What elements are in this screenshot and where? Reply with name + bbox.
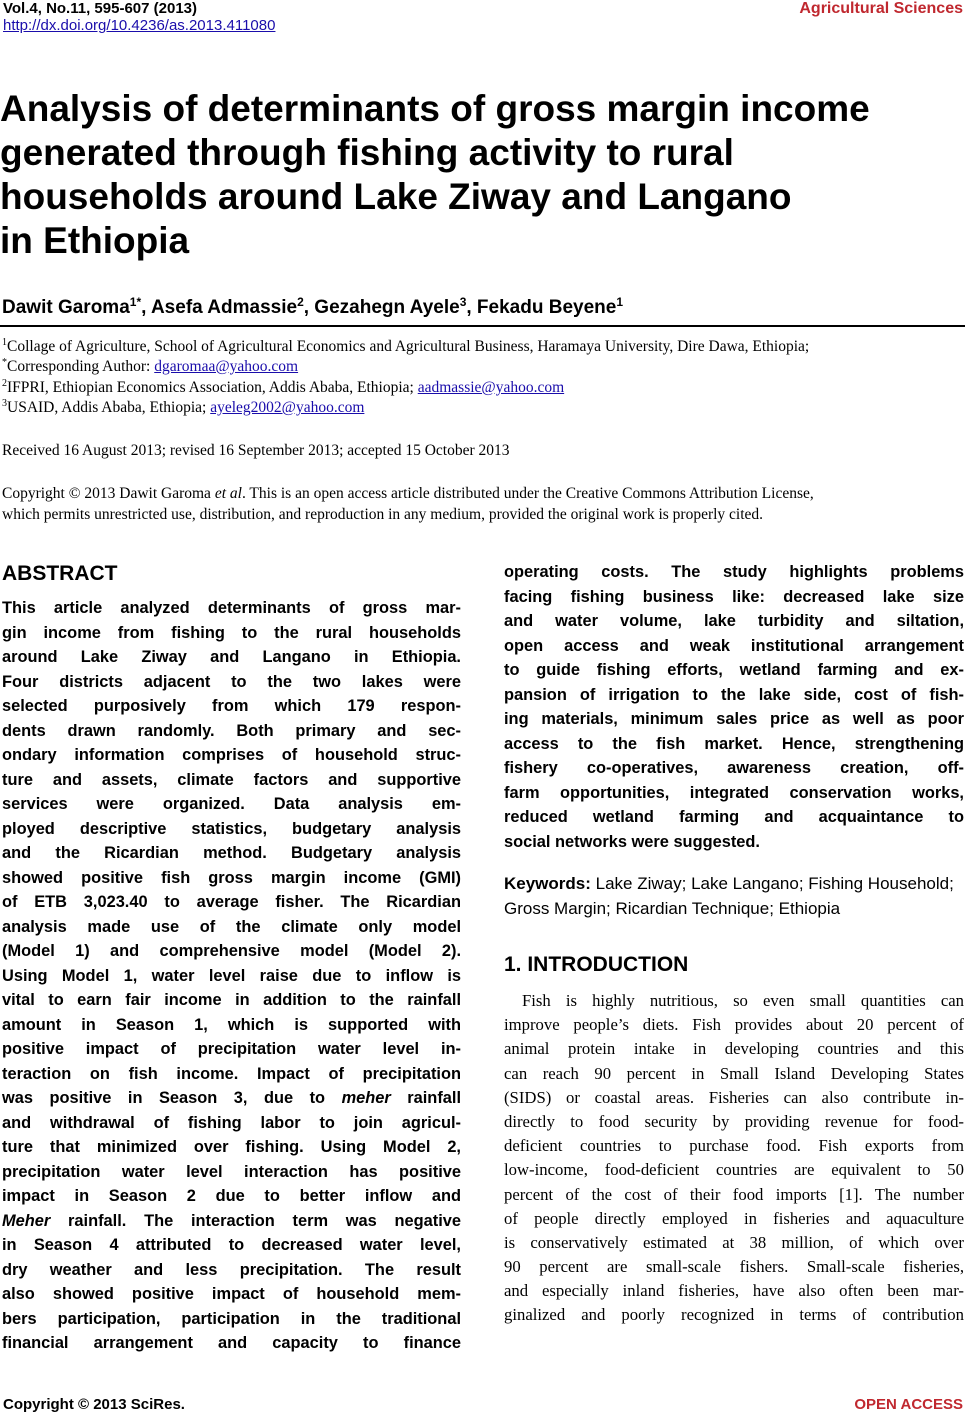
right-column	[504, 560, 964, 1328]
abstract-line: around Lake Ziway and Langano in Ethiopia.	[2, 648, 461, 666]
abstract-text: was positive in Season 3, due to	[2, 1089, 342, 1107]
abstract-line: financial arrangement and capacity to finance	[2, 1334, 461, 1352]
paragraph-line: can reach 90 percent in Small Island Developing States	[504, 1063, 964, 1083]
abstract-line: Four districts adjacent to the two lakes were	[2, 672, 461, 691]
abstract-line: ture and assets, climate factors and supportive	[2, 770, 461, 789]
abstract-line: precipitation water level interaction has positive	[2, 1162, 461, 1181]
abstract-italic-term: meher	[341, 1089, 391, 1107]
paragraph-line: low-income, food-deficient countries are equivalent to 50	[504, 1160, 964, 1180]
affiliation-1	[2, 337, 809, 357]
author-name: , Gezahegn Ayele	[303, 297, 460, 318]
author-list	[2, 296, 623, 320]
abstract-line: gin income from fishing to the rural households	[2, 623, 461, 642]
abstract-heading: ABSTRACT	[2, 562, 118, 585]
copyright-text: . This is an open access article distributed under the Creative Commons Attribution License,	[241, 485, 814, 502]
abstract-line: services were organized. Data analysis em-	[2, 795, 461, 813]
abstract-line: in Season 4 attributed to decreased water level,	[2, 1236, 461, 1254]
paragraph-line: ginalized and poorly recognized in terms of contribution	[504, 1305, 964, 1325]
abstract-italic-term: Meher	[2, 1211, 51, 1230]
affiliation-text: USAID, Addis Ababa, Ethiopia;	[7, 399, 211, 416]
abstract-line: ture that minimized over fishing. Using Model 2,	[2, 1138, 461, 1156]
abstract-continuation	[504, 560, 964, 854]
paragraph-line: deficient countries to purchase food. Fish exports from	[504, 1136, 964, 1156]
abstract-line: reduced wetland farming and acquaintance to	[504, 808, 964, 826]
abstract-line: social networks were suggested.	[504, 832, 760, 851]
abstract-line: Using Model 1, water level raise due to inflow is	[2, 966, 461, 985]
abstract-line: (Model 1) and comprehensive model (Model 2).	[2, 942, 461, 960]
abstract-text: rainfall	[390, 1089, 462, 1107]
abstract-line	[2, 1086, 461, 1111]
abstract-line: operating costs. The study highlights problems	[504, 563, 964, 581]
abstract-line: ing materials, minimum sales price as well as poor	[504, 710, 964, 728]
copyright-line: which permits unrestricted use, distribution, and reproduction in any medium, provided the original work is properly cited.	[2, 506, 764, 523]
abstract-line: dry weather and less precipitation. The result	[2, 1260, 461, 1279]
abstract-line: selected purposively from which 179 respon-	[2, 697, 461, 715]
title-line: Analysis of determinants of gross margin income	[0, 88, 870, 129]
copyright-line	[2, 483, 964, 504]
paragraph-line: and especially inland fisheries, have also often been mar-	[504, 1281, 964, 1301]
abstract-line: ployed descriptive statistics, budgetary analysis	[2, 819, 461, 838]
abstract-line: fishery co-operatives, awareness creation, off-	[504, 759, 964, 777]
affiliation-2-email-link[interactable]: aadmassie@yahoo.com	[417, 379, 565, 396]
author-affiliation-marker: 2	[297, 295, 304, 309]
author-affiliation-marker: 3	[459, 295, 467, 309]
abstract-text: rainfall. The interaction term was negative	[50, 1211, 461, 1230]
abstract-line: pansion of irrigation to the lake side, cost of fish-	[504, 685, 964, 704]
keywords	[504, 872, 964, 921]
paragraph-line: animal protein intake in developing countries and this	[504, 1039, 964, 1059]
title-line: generated through fishing activity to rural	[0, 132, 734, 173]
keywords-label: Keywords:	[504, 874, 591, 893]
article-title	[0, 87, 960, 263]
keywords-text: Lake Ziway; Lake Langano; Fishing Household; Gross Margin; Ricardian Technique; Ethiopia	[504, 874, 954, 918]
abstract-line: open access and weak institutional arrangement	[504, 636, 964, 655]
abstract-line: farm opportunities, integrated conservation works,	[504, 783, 964, 802]
affiliation-2	[2, 378, 564, 398]
abstract-line: of ETB 3,023.40 to average fisher. The Ricardian	[2, 893, 461, 911]
affiliation-text: Collage of Agriculture, School of Agricultural Economics and Agricultural Business, Haramaya University, Dire Dawa, Ethiopia;	[7, 338, 810, 355]
paragraph-line: percent of the cost of their food imports [1]. The number	[504, 1184, 964, 1204]
journal-citation: Vol.4, No.11, 595-607 (2013)	[3, 0, 197, 17]
author-name: Dawit Garoma	[2, 297, 130, 318]
abstract-line: facing fishing business like: decreased lake size	[504, 587, 964, 606]
paragraph-line: improve people’s diets. Fish provides about 20 percent of	[504, 1015, 964, 1035]
corresponding-email-link[interactable]: dgaromaa@yahoo.com	[154, 358, 299, 375]
copyright-text: Copyright © 2013 Dawit Garoma	[2, 485, 215, 502]
author-affiliation-marker: 1*	[129, 295, 142, 309]
affiliation-marker: 1	[2, 337, 7, 348]
abstract-line: access to the fish market. Hence, strengthening	[504, 734, 964, 753]
affiliation-marker: *	[2, 357, 7, 368]
abstract-line: impact in Season 2 due to better inflow and	[2, 1187, 461, 1205]
abstract-line: dents drawn randomly. Both primary and sec-	[2, 721, 461, 740]
abstract-line: also showed positive impact of household mem-	[2, 1285, 461, 1303]
footer-copyright: Copyright © 2013 SciRes.	[3, 1396, 185, 1413]
author-name: , Fekadu Beyene	[466, 297, 617, 318]
paragraph-line: directly to food security by providing revenue for food-	[504, 1111, 964, 1131]
abstract-line: analysis made use of the climate only model	[2, 917, 461, 936]
affiliation-marker: 2	[2, 378, 7, 389]
abstract-column	[2, 560, 461, 1356]
copyright-etal: et al	[214, 485, 242, 502]
received-dates: Received 16 August 2013; revised 16 September 2013; accepted 15 October 2013	[2, 442, 510, 459]
abstract-body	[2, 596, 461, 1356]
author-affiliation-marker: 1	[616, 295, 624, 309]
abstract-line: vital to earn fair income in addition to the rainfall	[2, 991, 461, 1009]
affiliation-text: Corresponding Author:	[7, 358, 155, 375]
abstract-line: ondary information comprises of household struc-	[2, 746, 461, 764]
abstract-line: and water volume, lake turbidity and siltation,	[504, 612, 964, 630]
copyright-notice	[2, 483, 964, 525]
paragraph-line: Fish is highly nutritious, so even small quantities can	[522, 991, 964, 1010]
introduction-body	[504, 989, 964, 1328]
abstract-line: and the Ricardian method. Budgetary analysis	[2, 844, 461, 862]
author-divider	[0, 325, 965, 327]
author-name: , Asefa Admassie	[141, 297, 298, 318]
abstract-line	[2, 1209, 461, 1234]
journal-name: Agricultural Sciences	[799, 0, 963, 17]
paragraph-line: (SIDS) or coastal areas. Fisheries can also contribute in-	[504, 1087, 964, 1107]
doi-link[interactable]: http://dx.doi.org/10.4236/as.2013.411080	[3, 17, 276, 34]
abstract-line: to guide fishing efforts, wetland farming and ex-	[504, 661, 964, 679]
paragraph-line: is conservatively estimated at 38 million, of which over	[504, 1232, 964, 1252]
affiliation-3-email-link[interactable]: ayeleg2002@yahoo.com	[210, 399, 365, 416]
title-line: in Ethiopia	[0, 220, 190, 261]
title-line: households around Lake Ziway and Langano	[0, 176, 792, 217]
abstract-line: This article analyzed determinants of gross mar-	[2, 599, 461, 617]
affiliation-text: IFPRI, Ethiopian Economics Association, Addis Ababa, Ethiopia;	[7, 379, 418, 396]
paragraph-line: 90 percent are small-scale fishers. Small-scale fisheries,	[504, 1257, 964, 1277]
abstract-line: positive impact of precipitation water level in-	[2, 1040, 461, 1058]
corresponding-author	[2, 357, 298, 377]
footer-open-access: OPEN ACCESS	[854, 1396, 963, 1413]
abstract-line: teraction on fish income. Impact of precipitation	[2, 1064, 461, 1083]
affiliation-marker: 3	[2, 398, 7, 409]
section-heading-introduction: 1. INTRODUCTION	[504, 953, 689, 976]
affiliation-3	[2, 398, 364, 418]
abstract-line: amount in Season 1, which is supported with	[2, 1015, 461, 1034]
paragraph-line: of people directly employed in fisheries and aquaculture	[504, 1208, 964, 1228]
abstract-line: and withdrawal of fishing labor to join agricul-	[2, 1113, 461, 1132]
abstract-line: bers participation, participation in the traditional	[2, 1309, 461, 1328]
abstract-line: showed positive fish gross margin income (GMI)	[2, 868, 461, 887]
